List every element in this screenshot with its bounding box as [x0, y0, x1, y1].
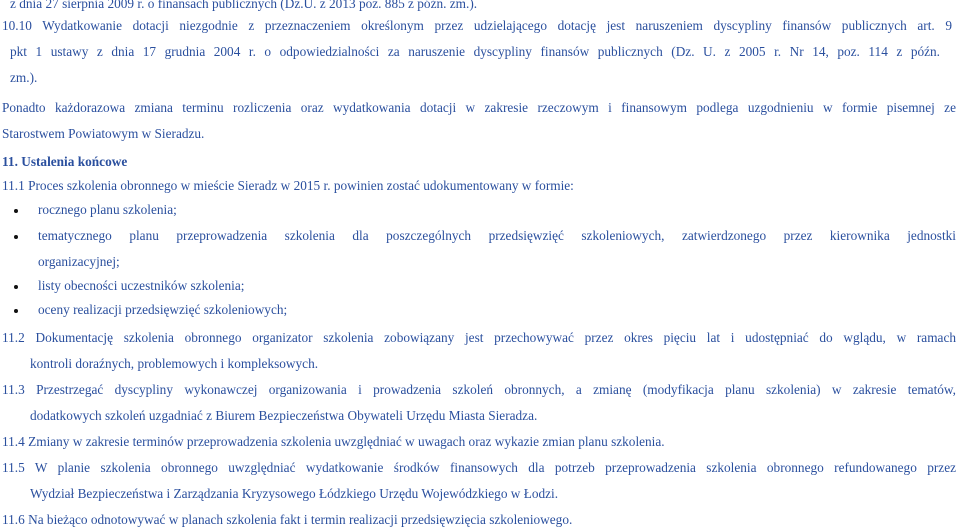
- paragraph-11-2-line-1: 11.2 Dokumentację szkolenia obronnego organizator szkolenia zobowiązany jest przechowywać przez okres pięciu lat i udostępniać do wglądu, w ramach: [2, 330, 956, 345]
- paragraph-10-10-line-3: zm.).: [10, 70, 38, 85]
- paragraph-11-1: 11.1 Proces szkolenia obronnego w mieście Sieradz w 2015 r. powinien zostać udokumentowany w formie:: [2, 178, 574, 193]
- bullet-dot: [14, 235, 18, 239]
- bullet-dot: [14, 285, 18, 289]
- bullet-item-3: listy obecności uczestników szkolenia;: [38, 278, 245, 293]
- paragraph-ponadto-line-2: Starostwem Powiatowym w Sieradzu.: [2, 126, 205, 141]
- paragraph-11-3-line-1: 11.3 Przestrzegać dyscypliny wykonawczej organizowania i prowadzenia szkoleń obronnych, a zmianę (modyfikacja planu szkolenia) w zakresie tematów,: [2, 382, 956, 397]
- bullet-item-2-line-2: organizacyjnej;: [38, 254, 120, 269]
- text-line: z dnia 27 sierpnia 2009 r. o finansach publicznych (Dz.U. z 2013 poz. 885 z późn. zm.).: [10, 0, 478, 11]
- bullet-item-4: oceny realizacji przedsięwzięć szkoleniowych;: [38, 302, 288, 317]
- paragraph-11-5-line-1: 11.5 W planie szkolenia obronnego uwzględniać wydatkowanie środków finansowych dla potrzeb przeprowadzenia szkolenia obronnego refundowanego przez: [2, 460, 956, 475]
- bullet-dot: [14, 209, 18, 213]
- paragraph-10-10-line-2: pkt 1 ustawy z dnia 17 grudnia 2004 r. o odpowiedzialności za naruszenie dyscypliny finansów publicznych (Dz. U. z 2005 r. Nr 14, poz. 114 z późn.: [10, 44, 940, 59]
- bullet-dot: [14, 309, 18, 313]
- bullet-item-2-line-1: tematycznego planu przeprowadzenia szkolenia dla poszczególnych przedsięwzięć szkoleniowych, zatwierdzonego przez kierownika jednostki: [38, 228, 956, 243]
- paragraph-11-5-line-2: Wydział Bezpieczeństwa i Zarządzania Kryzysowego Łódzkiego Urzędu Wojewódzkiego w Łodzi.: [30, 486, 559, 501]
- paragraph-11-2-line-2: kontroli doraźnych, problemowych i kompleksowych.: [30, 356, 319, 371]
- bullet-item-1: rocznego planu szkolenia;: [38, 202, 177, 217]
- paragraph-ponadto-line-1: Ponadto każdorazowa zmiana terminu rozliczenia oraz wydatkowania dotacji w zakresie rzeczowym i finansowym podlega uzgodnieniu w formie pisemnej ze: [2, 100, 956, 115]
- paragraph-11-4: 11.4 Zmiany w zakresie terminów przeprowadzenia szkolenia uwzględniać w uwagach oraz wykazie zmian planu szkolenia.: [2, 434, 665, 449]
- section-heading: 11. Ustalenia końcowe: [2, 154, 128, 169]
- paragraph-10-10-line-1: 10.10 Wydatkowanie dotacji niezgodnie z przeznaczeniem określonym przez udzielającego dotację jest naruszeniem dyscypliny finansów publicznych art. 9: [2, 18, 952, 33]
- paragraph-11-3-line-2: dodatkowych szkoleń uzgadniać z Biurem Bezpieczeństwa Obywateli Urzędu Miasta Sieradza.: [30, 408, 538, 423]
- paragraph-11-6: 11.6 Na bieżąco odnotowywać w planach szkolenia fakt i termin realizacji przedsięwzięcia szkoleniowego.: [2, 512, 573, 527]
